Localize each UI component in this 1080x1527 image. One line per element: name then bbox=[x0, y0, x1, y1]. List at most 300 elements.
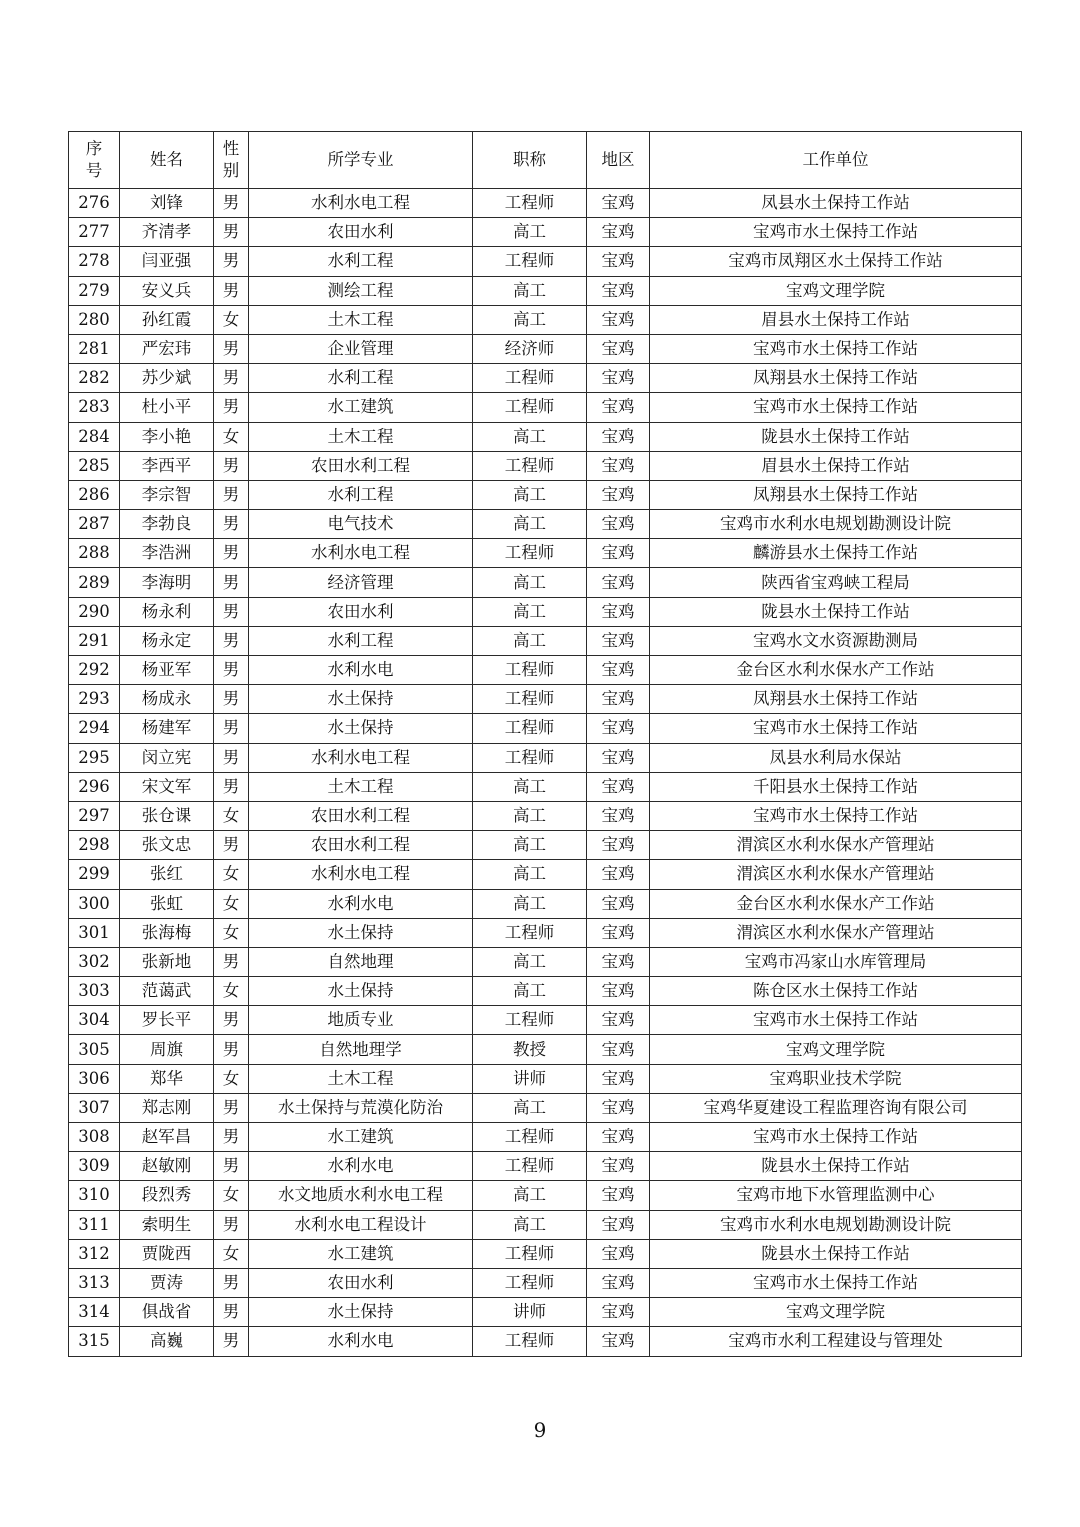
cell-serial-number: 308 bbox=[69, 1123, 120, 1152]
cell-name: 刘锋 bbox=[120, 189, 214, 218]
cell-title: 工程师 bbox=[473, 1152, 587, 1181]
cell-sex: 男 bbox=[214, 1093, 249, 1122]
cell-serial-number: 292 bbox=[69, 656, 120, 685]
cell-title: 高工 bbox=[473, 276, 587, 305]
cell-work-unit: 宝鸡市水土保持工作站 bbox=[650, 1006, 1022, 1035]
cell-name: 贾涛 bbox=[120, 1268, 214, 1297]
cell-serial-number: 288 bbox=[69, 539, 120, 568]
cell-serial-number: 300 bbox=[69, 889, 120, 918]
cell-serial-number: 279 bbox=[69, 276, 120, 305]
cell-major: 农田水利 bbox=[249, 1268, 473, 1297]
cell-work-unit: 凤翔县水土保持工作站 bbox=[650, 480, 1022, 509]
cell-name: 赵军昌 bbox=[120, 1123, 214, 1152]
cell-work-unit: 宝鸡市水土保持工作站 bbox=[650, 334, 1022, 363]
cell-region: 宝鸡 bbox=[587, 714, 650, 743]
cell-major: 水利工程 bbox=[249, 247, 473, 276]
cell-serial-number: 314 bbox=[69, 1298, 120, 1327]
cell-name: 段烈秀 bbox=[120, 1181, 214, 1210]
table-row bbox=[69, 568, 1022, 597]
cell-region: 宝鸡 bbox=[587, 218, 650, 247]
table-row bbox=[69, 1327, 1022, 1356]
cell-name: 李西平 bbox=[120, 451, 214, 480]
table-row bbox=[69, 189, 1022, 218]
cell-work-unit: 渭滨区水利水保水产管理站 bbox=[650, 860, 1022, 889]
cell-work-unit: 千阳县水土保持工作站 bbox=[650, 772, 1022, 801]
table-row bbox=[69, 1064, 1022, 1093]
cell-title: 高工 bbox=[473, 801, 587, 830]
cell-serial-number: 276 bbox=[69, 189, 120, 218]
cell-work-unit: 凤翔县水土保持工作站 bbox=[650, 364, 1022, 393]
cell-serial-number: 289 bbox=[69, 568, 120, 597]
cell-region: 宝鸡 bbox=[587, 685, 650, 714]
cell-serial-number: 298 bbox=[69, 831, 120, 860]
cell-title: 工程师 bbox=[473, 451, 587, 480]
table-row bbox=[69, 1006, 1022, 1035]
cell-sex: 男 bbox=[214, 334, 249, 363]
cell-title: 工程师 bbox=[473, 714, 587, 743]
cell-sex: 女 bbox=[214, 422, 249, 451]
table-row bbox=[69, 1210, 1022, 1239]
table-body bbox=[69, 189, 1022, 1357]
table-row bbox=[69, 918, 1022, 947]
cell-sex: 男 bbox=[214, 480, 249, 509]
cell-major: 企业管理 bbox=[249, 334, 473, 363]
cell-major: 农田水利工程 bbox=[249, 451, 473, 480]
cell-region: 宝鸡 bbox=[587, 305, 650, 334]
cell-serial-number: 311 bbox=[69, 1210, 120, 1239]
cell-work-unit: 金台区水利水保水产工作站 bbox=[650, 889, 1022, 918]
cell-work-unit: 凤翔县水土保持工作站 bbox=[650, 685, 1022, 714]
cell-region: 宝鸡 bbox=[587, 1298, 650, 1327]
cell-work-unit: 宝鸡文理学院 bbox=[650, 1035, 1022, 1064]
cell-region: 宝鸡 bbox=[587, 1035, 650, 1064]
cell-name: 贾陇西 bbox=[120, 1239, 214, 1268]
cell-sex: 男 bbox=[214, 1210, 249, 1239]
cell-title: 高工 bbox=[473, 480, 587, 509]
cell-name: 严宏玮 bbox=[120, 334, 214, 363]
cell-major: 土木工程 bbox=[249, 305, 473, 334]
cell-name: 郑华 bbox=[120, 1064, 214, 1093]
cell-work-unit: 宝鸡市水利工程建设与管理处 bbox=[650, 1327, 1022, 1356]
cell-region: 宝鸡 bbox=[587, 977, 650, 1006]
table-row bbox=[69, 626, 1022, 655]
cell-name: 张仓课 bbox=[120, 801, 214, 830]
cell-title: 工程师 bbox=[473, 1123, 587, 1152]
cell-major: 水利工程 bbox=[249, 626, 473, 655]
table-row bbox=[69, 597, 1022, 626]
cell-sex: 男 bbox=[214, 189, 249, 218]
table-row bbox=[69, 480, 1022, 509]
cell-title: 工程师 bbox=[473, 685, 587, 714]
cell-sex: 女 bbox=[214, 801, 249, 830]
cell-major: 水利水电工程 bbox=[249, 539, 473, 568]
cell-region: 宝鸡 bbox=[587, 568, 650, 597]
cell-sex: 男 bbox=[214, 714, 249, 743]
cell-work-unit: 陇县水土保持工作站 bbox=[650, 422, 1022, 451]
cell-serial-number: 315 bbox=[69, 1327, 120, 1356]
cell-serial-number: 303 bbox=[69, 977, 120, 1006]
cell-serial-number: 278 bbox=[69, 247, 120, 276]
cell-sex: 男 bbox=[214, 510, 249, 539]
table-row bbox=[69, 247, 1022, 276]
cell-region: 宝鸡 bbox=[587, 656, 650, 685]
cell-name: 杜小平 bbox=[120, 393, 214, 422]
cell-sex: 女 bbox=[214, 1064, 249, 1093]
cell-name: 宋文军 bbox=[120, 772, 214, 801]
cell-major: 土木工程 bbox=[249, 1064, 473, 1093]
cell-region: 宝鸡 bbox=[587, 276, 650, 305]
cell-sex: 男 bbox=[214, 1035, 249, 1064]
cell-name: 张文忠 bbox=[120, 831, 214, 860]
cell-sex: 男 bbox=[214, 247, 249, 276]
header-region: 地区 bbox=[587, 132, 650, 189]
cell-major: 水文地质水利水电工程 bbox=[249, 1181, 473, 1210]
table-row bbox=[69, 510, 1022, 539]
cell-major: 水工建筑 bbox=[249, 1239, 473, 1268]
cell-serial-number: 277 bbox=[69, 218, 120, 247]
cell-name: 李勃良 bbox=[120, 510, 214, 539]
cell-work-unit: 宝鸡市水土保持工作站 bbox=[650, 714, 1022, 743]
cell-major: 测绘工程 bbox=[249, 276, 473, 305]
cell-major: 水利工程 bbox=[249, 364, 473, 393]
cell-serial-number: 282 bbox=[69, 364, 120, 393]
cell-title: 工程师 bbox=[473, 1268, 587, 1297]
cell-region: 宝鸡 bbox=[587, 334, 650, 363]
table-row bbox=[69, 1093, 1022, 1122]
cell-serial-number: 313 bbox=[69, 1268, 120, 1297]
cell-work-unit: 宝鸡市水土保持工作站 bbox=[650, 393, 1022, 422]
cell-work-unit: 宝鸡水文水资源勘测局 bbox=[650, 626, 1022, 655]
cell-region: 宝鸡 bbox=[587, 860, 650, 889]
cell-title: 高工 bbox=[473, 510, 587, 539]
cell-work-unit: 宝鸡文理学院 bbox=[650, 1298, 1022, 1327]
table-row bbox=[69, 772, 1022, 801]
cell-title: 工程师 bbox=[473, 364, 587, 393]
cell-title: 工程师 bbox=[473, 539, 587, 568]
cell-serial-number: 283 bbox=[69, 393, 120, 422]
cell-major: 水利水电 bbox=[249, 889, 473, 918]
cell-title: 工程师 bbox=[473, 1327, 587, 1356]
page-number: 9 bbox=[533, 1418, 547, 1442]
cell-region: 宝鸡 bbox=[587, 422, 650, 451]
cell-major: 水工建筑 bbox=[249, 393, 473, 422]
cell-serial-number: 306 bbox=[69, 1064, 120, 1093]
cell-serial-number: 305 bbox=[69, 1035, 120, 1064]
cell-title: 高工 bbox=[473, 1093, 587, 1122]
cell-major: 农田水利 bbox=[249, 597, 473, 626]
cell-sex: 女 bbox=[214, 918, 249, 947]
table-row bbox=[69, 218, 1022, 247]
cell-title: 高工 bbox=[473, 626, 587, 655]
cell-title: 高工 bbox=[473, 1181, 587, 1210]
cell-major: 电气技术 bbox=[249, 510, 473, 539]
cell-serial-number: 312 bbox=[69, 1239, 120, 1268]
table-row bbox=[69, 831, 1022, 860]
cell-serial-number: 307 bbox=[69, 1093, 120, 1122]
cell-region: 宝鸡 bbox=[587, 1006, 650, 1035]
cell-sex: 男 bbox=[214, 218, 249, 247]
cell-major: 农田水利工程 bbox=[249, 801, 473, 830]
cell-serial-number: 301 bbox=[69, 918, 120, 947]
header-title: 职称 bbox=[473, 132, 587, 189]
cell-serial-number: 285 bbox=[69, 451, 120, 480]
cell-title: 高工 bbox=[473, 889, 587, 918]
cell-major: 农田水利 bbox=[249, 218, 473, 247]
cell-serial-number: 280 bbox=[69, 305, 120, 334]
header-serial-number: 序号 bbox=[69, 132, 120, 189]
cell-region: 宝鸡 bbox=[587, 1327, 650, 1356]
cell-name: 安义兵 bbox=[120, 276, 214, 305]
cell-region: 宝鸡 bbox=[587, 189, 650, 218]
cell-region: 宝鸡 bbox=[587, 1093, 650, 1122]
cell-sex: 女 bbox=[214, 860, 249, 889]
cell-work-unit: 陇县水土保持工作站 bbox=[650, 597, 1022, 626]
cell-major: 水利水电工程 bbox=[249, 860, 473, 889]
cell-region: 宝鸡 bbox=[587, 1210, 650, 1239]
cell-sex: 男 bbox=[214, 539, 249, 568]
cell-title: 高工 bbox=[473, 305, 587, 334]
header-name: 姓名 bbox=[120, 132, 214, 189]
cell-title: 高工 bbox=[473, 977, 587, 1006]
table-row bbox=[69, 539, 1022, 568]
cell-major: 水利水电 bbox=[249, 1152, 473, 1181]
table-row bbox=[69, 1181, 1022, 1210]
cell-name: 杨永利 bbox=[120, 597, 214, 626]
cell-region: 宝鸡 bbox=[587, 918, 650, 947]
table-row bbox=[69, 743, 1022, 772]
cell-major: 土木工程 bbox=[249, 422, 473, 451]
cell-major: 水利水电 bbox=[249, 656, 473, 685]
table-row bbox=[69, 801, 1022, 830]
cell-name: 张红 bbox=[120, 860, 214, 889]
cell-sex: 男 bbox=[214, 1006, 249, 1035]
cell-work-unit: 陕西省宝鸡峡工程局 bbox=[650, 568, 1022, 597]
table-row bbox=[69, 714, 1022, 743]
cell-title: 工程师 bbox=[473, 918, 587, 947]
cell-work-unit: 渭滨区水利水保水产管理站 bbox=[650, 831, 1022, 860]
cell-sex: 男 bbox=[214, 393, 249, 422]
cell-work-unit: 宝鸡市水土保持工作站 bbox=[650, 801, 1022, 830]
table-row bbox=[69, 393, 1022, 422]
cell-name: 张新地 bbox=[120, 947, 214, 976]
cell-name: 李海明 bbox=[120, 568, 214, 597]
cell-sex: 男 bbox=[214, 685, 249, 714]
table-header-row bbox=[69, 132, 1022, 189]
cell-sex: 女 bbox=[214, 977, 249, 1006]
table-row bbox=[69, 656, 1022, 685]
cell-title: 工程师 bbox=[473, 1006, 587, 1035]
cell-work-unit: 宝鸡市冯家山水库管理局 bbox=[650, 947, 1022, 976]
cell-name: 李小艳 bbox=[120, 422, 214, 451]
cell-work-unit: 金台区水利水保水产工作站 bbox=[650, 656, 1022, 685]
cell-major: 地质专业 bbox=[249, 1006, 473, 1035]
cell-work-unit: 宝鸡市水土保持工作站 bbox=[650, 1268, 1022, 1297]
cell-region: 宝鸡 bbox=[587, 597, 650, 626]
cell-region: 宝鸡 bbox=[587, 889, 650, 918]
cell-name: 李宗智 bbox=[120, 480, 214, 509]
cell-sex: 男 bbox=[214, 597, 249, 626]
cell-region: 宝鸡 bbox=[587, 247, 650, 276]
cell-region: 宝鸡 bbox=[587, 451, 650, 480]
cell-work-unit: 凤县水土保持工作站 bbox=[650, 189, 1022, 218]
cell-serial-number: 290 bbox=[69, 597, 120, 626]
cell-title: 高工 bbox=[473, 422, 587, 451]
cell-region: 宝鸡 bbox=[587, 510, 650, 539]
cell-serial-number: 295 bbox=[69, 743, 120, 772]
cell-work-unit: 宝鸡市水利水电规划勘测设计院 bbox=[650, 510, 1022, 539]
cell-name: 闫亚强 bbox=[120, 247, 214, 276]
cell-region: 宝鸡 bbox=[587, 1123, 650, 1152]
cell-name: 罗长平 bbox=[120, 1006, 214, 1035]
cell-name: 杨亚军 bbox=[120, 656, 214, 685]
cell-region: 宝鸡 bbox=[587, 1239, 650, 1268]
cell-sex: 男 bbox=[214, 772, 249, 801]
cell-work-unit: 宝鸡华夏建设工程监理咨询有限公司 bbox=[650, 1093, 1022, 1122]
cell-serial-number: 299 bbox=[69, 860, 120, 889]
cell-title: 工程师 bbox=[473, 743, 587, 772]
table-row bbox=[69, 1239, 1022, 1268]
table-row bbox=[69, 860, 1022, 889]
cell-work-unit: 宝鸡市凤翔区水土保持工作站 bbox=[650, 247, 1022, 276]
cell-region: 宝鸡 bbox=[587, 1268, 650, 1297]
table-row bbox=[69, 889, 1022, 918]
cell-name: 范蔼武 bbox=[120, 977, 214, 1006]
cell-work-unit: 陇县水土保持工作站 bbox=[650, 1152, 1022, 1181]
cell-serial-number: 310 bbox=[69, 1181, 120, 1210]
cell-region: 宝鸡 bbox=[587, 626, 650, 655]
cell-major: 水土保持 bbox=[249, 1298, 473, 1327]
cell-major: 水利工程 bbox=[249, 480, 473, 509]
table-row bbox=[69, 947, 1022, 976]
cell-major: 水工建筑 bbox=[249, 1123, 473, 1152]
cell-work-unit: 宝鸡职业技术学院 bbox=[650, 1064, 1022, 1093]
cell-serial-number: 296 bbox=[69, 772, 120, 801]
cell-region: 宝鸡 bbox=[587, 1181, 650, 1210]
cell-major: 经济管理 bbox=[249, 568, 473, 597]
cell-name: 孙红霞 bbox=[120, 305, 214, 334]
cell-sex: 男 bbox=[214, 451, 249, 480]
cell-work-unit: 渭滨区水利水保水产管理站 bbox=[650, 918, 1022, 947]
table-row bbox=[69, 1123, 1022, 1152]
cell-title: 高工 bbox=[473, 597, 587, 626]
cell-major: 水土保持 bbox=[249, 977, 473, 1006]
roster-table bbox=[68, 131, 1022, 1357]
cell-major: 农田水利工程 bbox=[249, 831, 473, 860]
cell-major: 水利水电工程 bbox=[249, 743, 473, 772]
cell-name: 杨成永 bbox=[120, 685, 214, 714]
cell-title: 高工 bbox=[473, 860, 587, 889]
table-row bbox=[69, 1035, 1022, 1064]
cell-name: 杨建军 bbox=[120, 714, 214, 743]
table-row bbox=[69, 1152, 1022, 1181]
cell-sex: 男 bbox=[214, 276, 249, 305]
cell-title: 工程师 bbox=[473, 1239, 587, 1268]
cell-sex: 女 bbox=[214, 1181, 249, 1210]
cell-work-unit: 宝鸡市水土保持工作站 bbox=[650, 218, 1022, 247]
cell-region: 宝鸡 bbox=[587, 393, 650, 422]
cell-title: 工程师 bbox=[473, 656, 587, 685]
cell-major: 水利水电工程设计 bbox=[249, 1210, 473, 1239]
table-row bbox=[69, 364, 1022, 393]
cell-major: 水利水电工程 bbox=[249, 189, 473, 218]
cell-work-unit: 宝鸡市水利水电规划勘测设计院 bbox=[650, 1210, 1022, 1239]
cell-title: 高工 bbox=[473, 218, 587, 247]
cell-work-unit: 凤县水利局水保站 bbox=[650, 743, 1022, 772]
cell-serial-number: 281 bbox=[69, 334, 120, 363]
cell-title: 高工 bbox=[473, 1210, 587, 1239]
cell-title: 高工 bbox=[473, 568, 587, 597]
cell-sex: 女 bbox=[214, 889, 249, 918]
cell-sex: 男 bbox=[214, 831, 249, 860]
cell-serial-number: 297 bbox=[69, 801, 120, 830]
cell-major: 水土保持 bbox=[249, 685, 473, 714]
cell-name: 齐清孝 bbox=[120, 218, 214, 247]
cell-work-unit: 眉县水土保持工作站 bbox=[650, 305, 1022, 334]
cell-name: 苏少斌 bbox=[120, 364, 214, 393]
cell-sex: 男 bbox=[214, 1298, 249, 1327]
cell-name: 杨永定 bbox=[120, 626, 214, 655]
cell-work-unit: 陈仓区水土保持工作站 bbox=[650, 977, 1022, 1006]
header-work-unit: 工作单位 bbox=[650, 132, 1022, 189]
table-row bbox=[69, 334, 1022, 363]
cell-region: 宝鸡 bbox=[587, 831, 650, 860]
table-row bbox=[69, 1268, 1022, 1297]
cell-region: 宝鸡 bbox=[587, 364, 650, 393]
cell-region: 宝鸡 bbox=[587, 772, 650, 801]
cell-major: 水利水电 bbox=[249, 1327, 473, 1356]
cell-sex: 男 bbox=[214, 626, 249, 655]
cell-region: 宝鸡 bbox=[587, 743, 650, 772]
cell-region: 宝鸡 bbox=[587, 1152, 650, 1181]
table-row bbox=[69, 305, 1022, 334]
cell-sex: 男 bbox=[214, 364, 249, 393]
cell-work-unit: 宝鸡市水土保持工作站 bbox=[650, 1123, 1022, 1152]
cell-major: 水土保持 bbox=[249, 918, 473, 947]
cell-name: 李浩洲 bbox=[120, 539, 214, 568]
cell-sex: 女 bbox=[214, 305, 249, 334]
cell-sex: 男 bbox=[214, 1152, 249, 1181]
cell-region: 宝鸡 bbox=[587, 801, 650, 830]
cell-serial-number: 309 bbox=[69, 1152, 120, 1181]
table-row bbox=[69, 977, 1022, 1006]
table-row bbox=[69, 422, 1022, 451]
table-row bbox=[69, 276, 1022, 305]
cell-serial-number: 304 bbox=[69, 1006, 120, 1035]
cell-work-unit: 宝鸡市地下水管理监测中心 bbox=[650, 1181, 1022, 1210]
cell-serial-number: 294 bbox=[69, 714, 120, 743]
table-row bbox=[69, 1298, 1022, 1327]
cell-work-unit: 陇县水土保持工作站 bbox=[650, 1239, 1022, 1268]
cell-title: 高工 bbox=[473, 831, 587, 860]
cell-name: 闵立宪 bbox=[120, 743, 214, 772]
cell-title: 工程师 bbox=[473, 247, 587, 276]
cell-major: 自然地理 bbox=[249, 947, 473, 976]
cell-sex: 女 bbox=[214, 1239, 249, 1268]
cell-title: 高工 bbox=[473, 947, 587, 976]
cell-major: 自然地理学 bbox=[249, 1035, 473, 1064]
cell-major: 水土保持 bbox=[249, 714, 473, 743]
cell-title: 讲师 bbox=[473, 1298, 587, 1327]
cell-sex: 男 bbox=[214, 1123, 249, 1152]
cell-name: 周旗 bbox=[120, 1035, 214, 1064]
header-major: 所学专业 bbox=[249, 132, 473, 189]
cell-name: 郑志刚 bbox=[120, 1093, 214, 1122]
cell-name: 俱战省 bbox=[120, 1298, 214, 1327]
cell-serial-number: 291 bbox=[69, 626, 120, 655]
table-row bbox=[69, 685, 1022, 714]
cell-name: 高巍 bbox=[120, 1327, 214, 1356]
cell-name: 索明生 bbox=[120, 1210, 214, 1239]
